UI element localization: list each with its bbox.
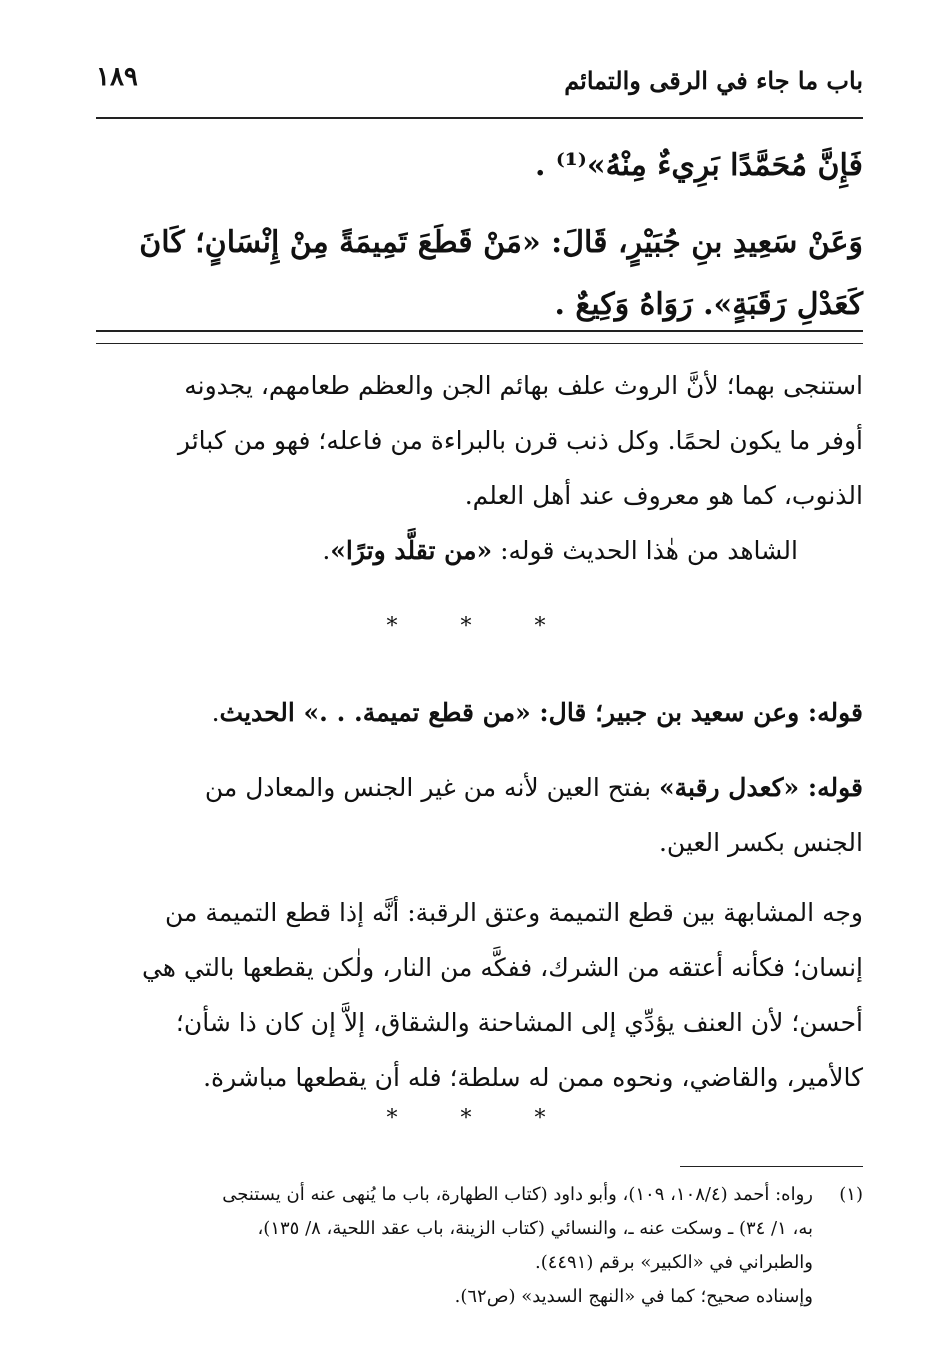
commentary-paragraph bbox=[96, 885, 863, 1105]
paragraph-line: أوفر ما يكون لحمًا. وكل ذنب قرن بالبراءة من فاعله؛ فهو من كبائر bbox=[177, 426, 863, 455]
matn-line: فَإِنَّ مُحَمَّدًا بَرِيءٌ مِنْهُ»⁽¹⁾ . bbox=[534, 148, 863, 183]
paragraph-line bbox=[96, 685, 863, 740]
matn-separator-rule bbox=[96, 330, 863, 332]
commentary-paragraph bbox=[96, 523, 798, 578]
quoted-phrase: «من تقلَّد وترًا» bbox=[330, 536, 493, 565]
quoted-phrase: قوله: «كعدل رقبة» bbox=[659, 773, 863, 802]
paragraph-line bbox=[96, 760, 863, 815]
matn-hadith bbox=[96, 212, 863, 336]
footnote-text: رواه: أحمد (١٠٨/٤، ١٠٩)، وأبو داود (كتاب الطهارة، باب ما يُنهى عنه أن يستنجى bbox=[222, 1184, 813, 1205]
footnotes bbox=[96, 1178, 863, 1314]
matn-separator-rule bbox=[96, 343, 863, 344]
heading-text: قوله: وعن سعيد بن جبير؛ قال: «من قطع تميمة. . .» الحديث bbox=[219, 698, 863, 727]
header-rule bbox=[96, 117, 863, 119]
running-title: باب ما جاء في الرقى والتمائم bbox=[564, 66, 863, 95]
footnote-line bbox=[96, 1178, 863, 1212]
section-divider-stars: * * * bbox=[386, 614, 574, 639]
commentary-heading bbox=[96, 685, 863, 740]
paragraph-line: إنسان؛ فكأنه أعتقه من الشرك، ففكَّه من النار، ولٰكن يقطعها بالتي هي bbox=[141, 953, 863, 982]
paragraph-line: الذنوب، كما هو معروف عند أهل العلم. bbox=[464, 481, 863, 510]
matn-line: وَعَنْ سَعِيدِ بنِ جُبَيْرٍ، قَالَ: «مَنْ قَطَعَ تَمِيمَةً مِنْ إِنْسَانٍ؛ كَانَ bbox=[139, 225, 863, 260]
paragraph-text: الشاهد من هٰذا الحديث قوله: bbox=[492, 536, 798, 565]
paragraph-line: كالأمير، والقاضي، ونحوه ممن له سلطة؛ فله أن يقطعها مباشرة. bbox=[203, 1063, 863, 1092]
section-divider-stars: * * * bbox=[386, 1106, 574, 1131]
commentary-paragraph bbox=[96, 358, 863, 523]
paragraph-line: استنجى بهما؛ لأنَّ الروث علف بهائم الجن والعظم طعامهم، يجدونه bbox=[184, 371, 863, 400]
page-header bbox=[96, 62, 863, 102]
footnote-line: به، ١/ ٣٤) ـ وسكت عنه ـ، والنسائي (كتاب الزينة، باب عقد اللحية، ٨/ ١٣٥)، bbox=[257, 1218, 813, 1239]
matn-previous-ending bbox=[96, 135, 863, 197]
footnote-line: وإسناده صحيح؛ كما في «النهج السديد» (ص٦٢). bbox=[454, 1286, 813, 1307]
matn-line: كَعَدْلِ رَقَبَةٍ». رَوَاهُ وَكِيعٌ . bbox=[554, 287, 863, 322]
punctuation: . bbox=[211, 698, 220, 727]
footnote-number: (١) bbox=[839, 1184, 863, 1205]
commentary-paragraph bbox=[96, 760, 863, 870]
paragraph-line: أحسن؛ لأن العنف يؤدِّي إلى المشاحنة والشقاق، إلاَّ إن كان ذا شأن؛ bbox=[175, 1008, 863, 1037]
footnote-rule bbox=[680, 1166, 863, 1167]
paragraph-line: الجنس بكسر العين. bbox=[658, 828, 863, 857]
punctuation: . bbox=[322, 536, 331, 565]
page-number: ١٨٩ bbox=[96, 62, 138, 92]
paragraph-line: وجه المشابهة بين قطع التميمة وعتق الرقبة: أنَّه إذا قطع التميمة من bbox=[165, 898, 863, 927]
footnote-line: والطبراني في «الكبير» برقم (٤٤٩١). bbox=[534, 1252, 813, 1273]
paragraph-text: بفتح العين لأنه من غير الجنس والمعادل من bbox=[204, 773, 659, 802]
paragraph-line bbox=[96, 523, 798, 578]
